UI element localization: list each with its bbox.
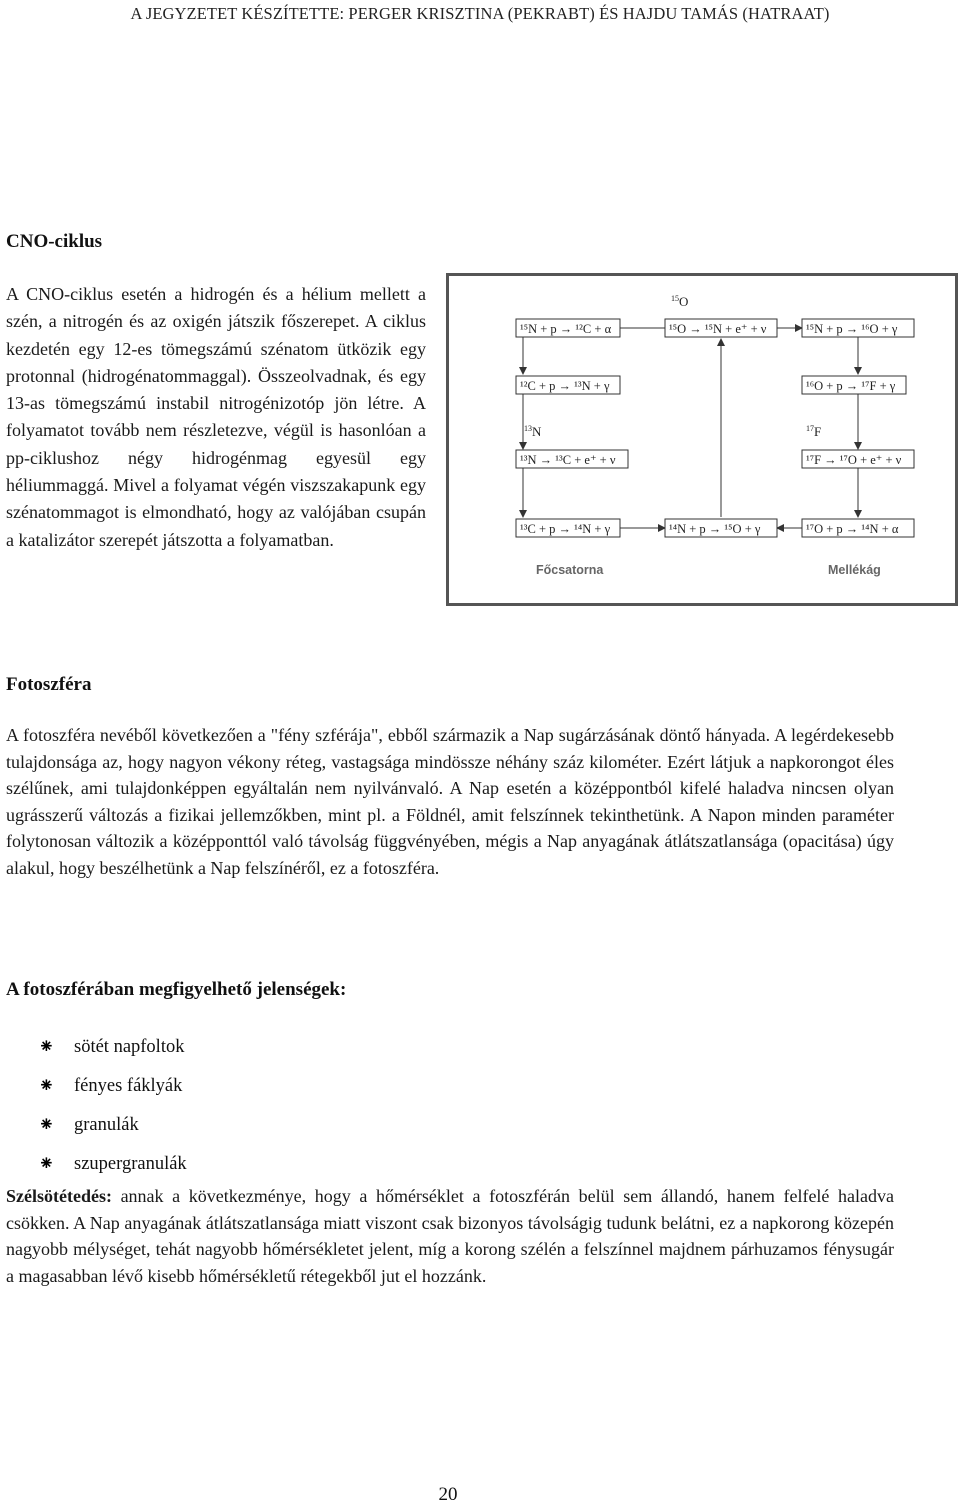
- reaction-box-r7: [802, 450, 914, 468]
- isotope-n13-mass: 13: [524, 424, 532, 433]
- isotope-o15-symbol: O: [679, 294, 689, 309]
- list-item: [38, 1144, 187, 1183]
- reaction-box-r4: [516, 376, 620, 394]
- list-item-label: sötét napfoltok: [74, 1036, 185, 1057]
- list-item-label: granulák: [74, 1114, 139, 1135]
- limb-darkening-text: annak a következménye, hogy a hőmérséklet a fotoszférán belül sem állandó, hanem felfelé haladva csökken. A Nap anyagának átlátszatlansága miatt viszont csak bizonyos távolságig tudunk belátni, ez a napkorong közepén nagyobb mélységet, tehát nagyobb hőmérsékletet jelent, míg a korong szélén a felszínnel majdnem párhuzamos fénysugár a magasabban lévő kisebb hőmérsékletű rétegekből jut el hozzánk.: [6, 1186, 894, 1286]
- photosphere-paragraph: A fotoszféra nevéből következően a "fény szférája", ebből származik a Nap sugárzásának döntő hányada. A legérdekesebb tulajdonsága az, hogy nagyon vékony réteg, vastagsága mindössze néhány száz kilométer. Ezért látjuk a napkorongot éles szélűnek, ami tulajdonképpen egyáltalán nem nyilvánvaló. A Nap esetén a középpontból kifelé haladva nincsen olyan ugrásszerű változás a fizikai jellemzőkben, mint pl. a Földnél, amit felszínnek tekinthetünk. A Napon minden paraméter folytonosan változik a középponttól való távolság függvényében, mégis a Nap anyagának átlátszatlansága (opacitása) úgy alakul, hogy beszélhetünk a Nap felszínéről, ez a fotoszféra.: [6, 725, 894, 878]
- reaction-box-r10: [802, 519, 914, 537]
- main-channel-label: Főcsatorna: [536, 563, 604, 577]
- list-item: [38, 1105, 187, 1144]
- reaction-box-r3: [802, 319, 914, 337]
- reaction-r7: ¹⁷F → ¹⁷O + e⁺ + ν: [806, 453, 902, 467]
- reaction-box-r1: [516, 319, 620, 337]
- reaction-r8: ¹³C + p → ¹⁴N + γ: [520, 522, 611, 536]
- asterisk-bullet-icon: ⁕: [38, 1035, 55, 1058]
- reaction-box-r2: [665, 319, 777, 337]
- limb-darkening-term: Szélsötétedés:: [6, 1186, 112, 1206]
- reaction-r3: ¹⁵N + p → ¹⁶O + γ: [806, 322, 898, 336]
- reaction-box-r8: [516, 519, 620, 537]
- reaction-r9: ¹⁴N + p → ¹⁵O + γ: [669, 522, 761, 536]
- list-item: [38, 1066, 187, 1105]
- section-title-cno: CNO-ciklus: [6, 231, 103, 252]
- reaction-r5: ¹⁶O + p → ¹⁷F + γ: [806, 379, 896, 393]
- asterisk-bullet-icon: ⁕: [38, 1113, 55, 1136]
- list-item: [38, 1027, 187, 1066]
- reaction-r10: ¹⁷O + p → ¹⁴N + α: [806, 522, 899, 536]
- reaction-r6: ¹³N → ¹³C + e⁺ + ν: [520, 453, 616, 467]
- isotope-f17-mass: 17: [806, 424, 814, 433]
- reaction-r1: ¹⁵N + p → ¹²C + α: [520, 322, 612, 336]
- reaction-box-r9: [665, 519, 777, 537]
- list-item-label: szupergranulák: [74, 1153, 187, 1174]
- reaction-box-r5: [802, 376, 906, 394]
- cno-cycle-diagram: [446, 273, 958, 606]
- page-number: 20: [438, 1484, 458, 1505]
- isotope-o15-mass: 15: [671, 294, 679, 303]
- page-header: A JEGYZETET KÉSZÍTETTE: PERGER KRISZTINA (PEKRABT) ÉS HAJDU TAMÁS (HATRAAT): [130, 4, 830, 23]
- asterisk-bullet-icon: ⁕: [38, 1074, 55, 1097]
- side-branch-label: Mellékág: [828, 563, 881, 577]
- limb-darkening-paragraph: [6, 1183, 894, 1289]
- reaction-r4: ¹²C + p → ¹³N + γ: [520, 379, 610, 393]
- section-title-photosphere: Fotoszféra: [6, 674, 92, 695]
- cno-cycle-svg: [446, 273, 958, 606]
- reaction-box-r6: [516, 450, 628, 468]
- list-item-label: fényes fáklyák: [74, 1075, 183, 1096]
- isotope-f17-symbol: F: [814, 424, 822, 439]
- section-title-phenomena: A fotoszférában megfigyelhető jelenségek:: [6, 979, 347, 1000]
- isotope-n13-symbol: N: [532, 424, 542, 439]
- cno-paragraph: A CNO-ciklus esetén a hidrogén és a hélium mellett a szén, a nitrogén és az oxigén játszik főszerepet. A ciklus kezdetén egy 12-es tömegszámú szénatom ütközik egy protonnal (hidrogénatommaggal). Összeolvadnak, és egy 13-as tömegszámú instabil nitrogénizotóp jön létre. A folyamatot tovább nem részletezve, végül is hasonlóan a pp-ciklushoz négy hidrogénmag egyesül egy héliummaggá. Mivel a folyamat végén viszszakapunk egy szénatommagot is elmondható, hogy az valójában csupán a katalizátor szerepét játszotta a folyamatban.: [6, 284, 426, 550]
- asterisk-bullet-icon: ⁕: [38, 1152, 55, 1175]
- reaction-r2: ¹⁵O → ¹⁵N + e⁺ + ν: [669, 322, 767, 336]
- phenomena-list: [38, 1027, 187, 1183]
